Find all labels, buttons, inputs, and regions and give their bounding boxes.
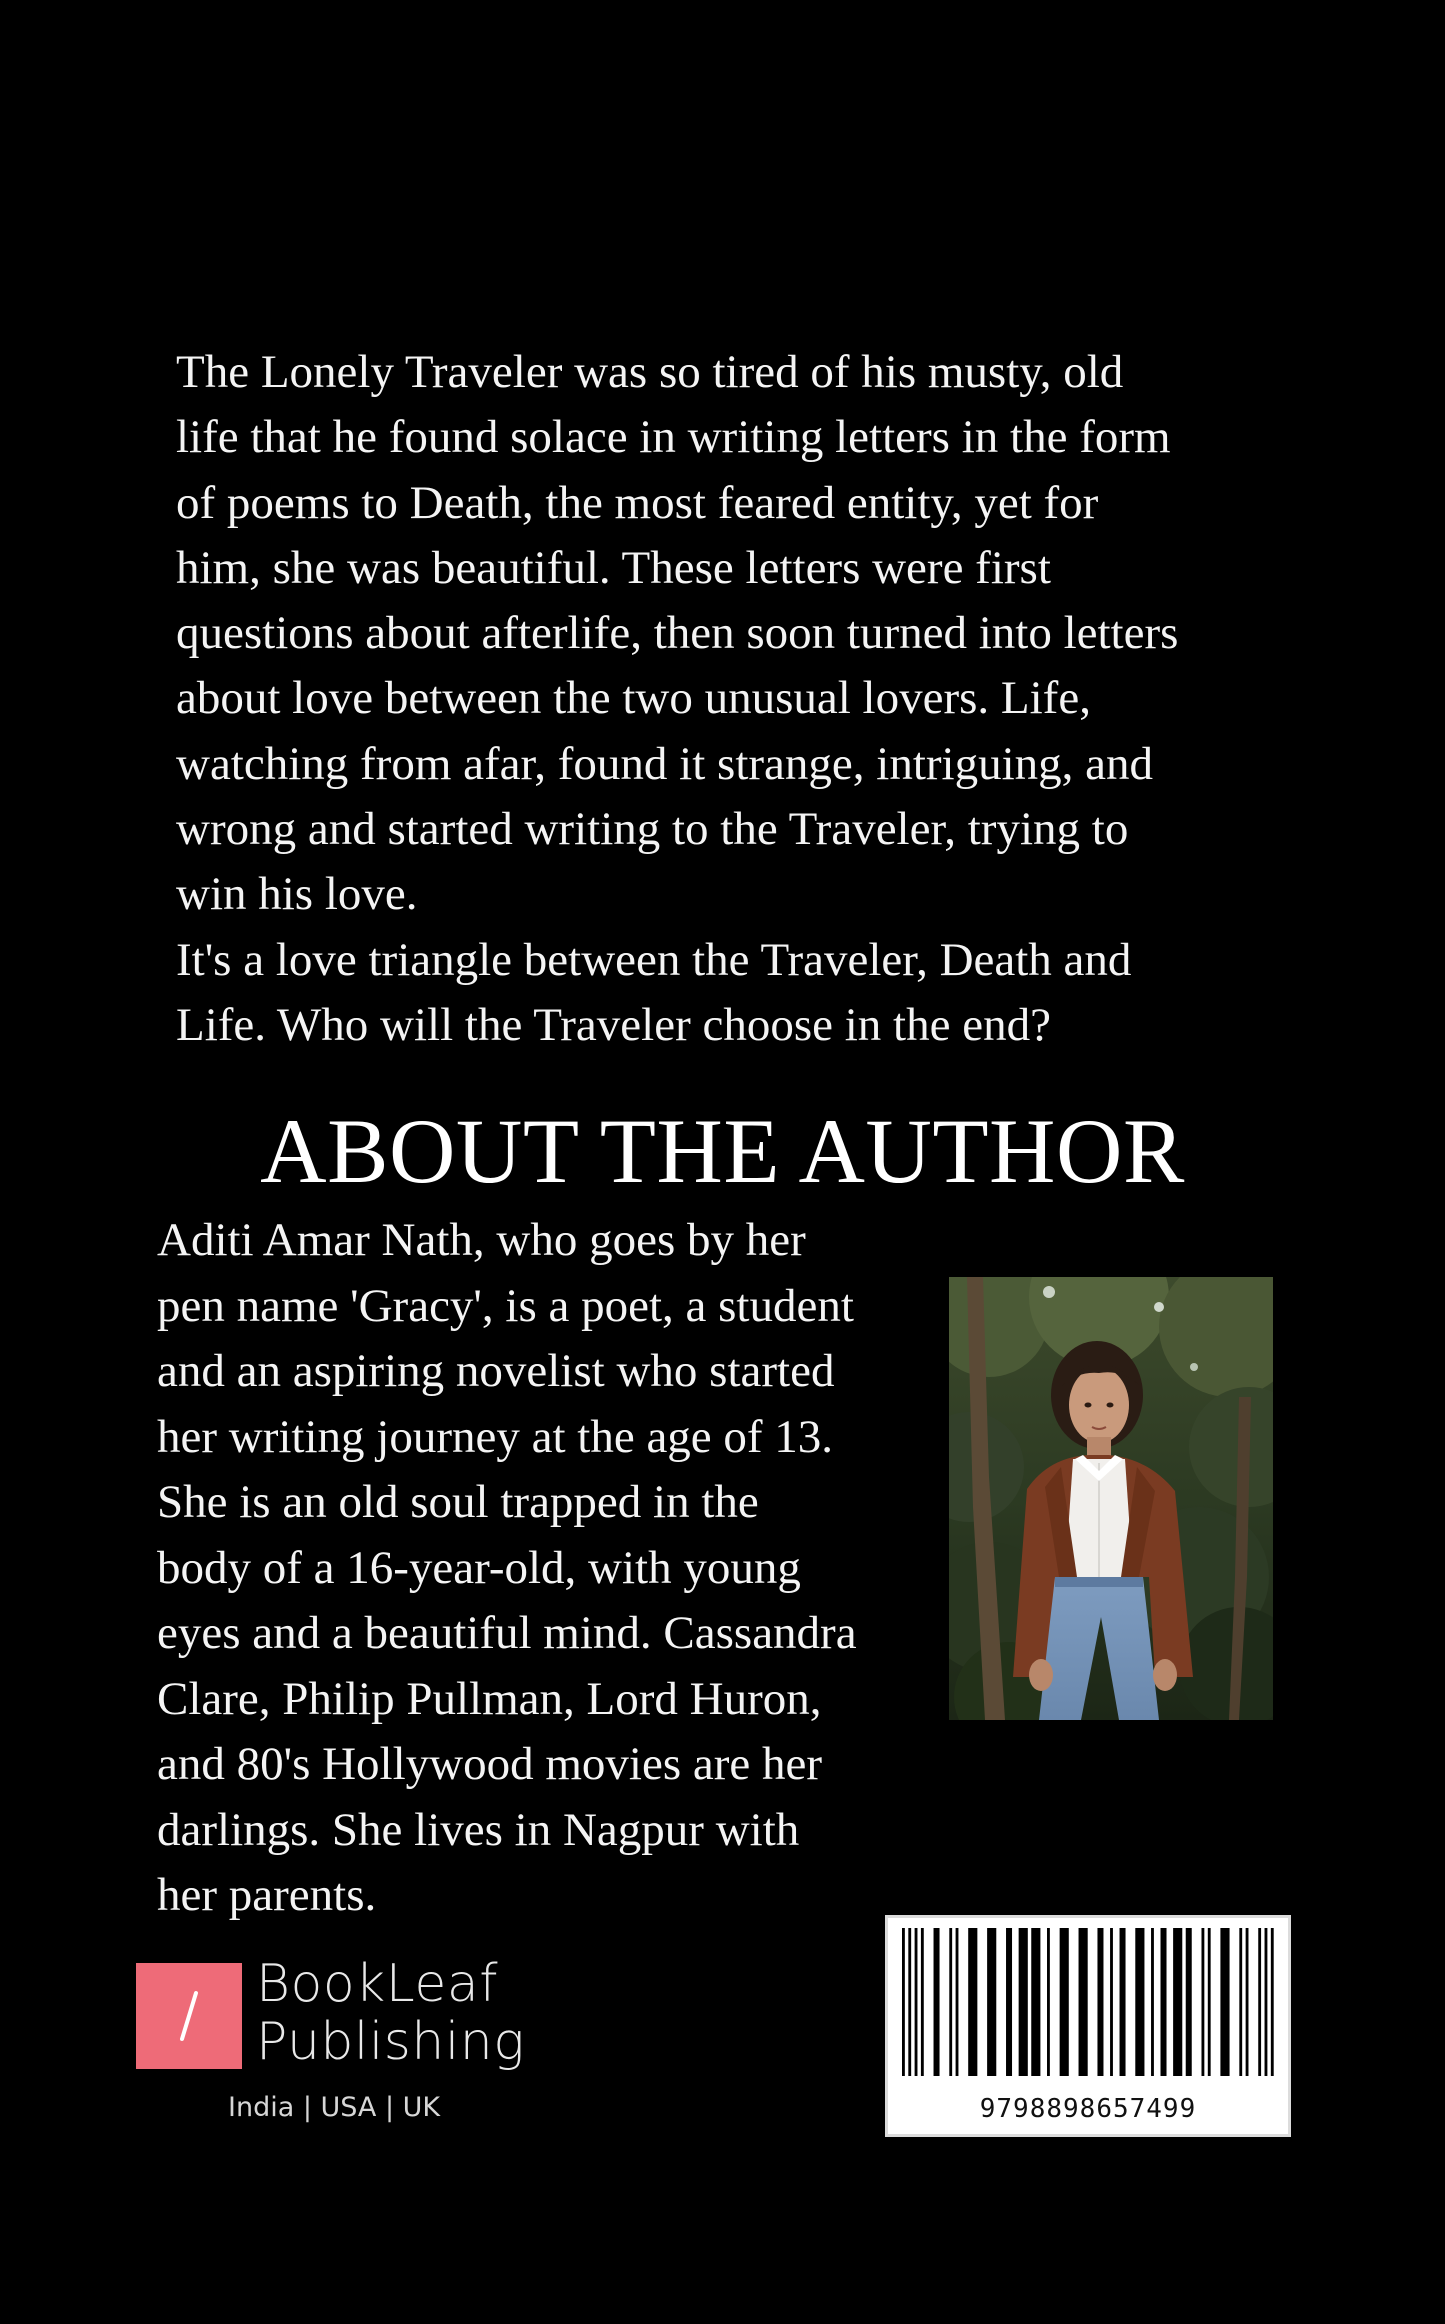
publisher-logo [136, 1954, 536, 2133]
barcode-bar [1161, 1928, 1167, 2076]
bio-line: body of a 16-year-old, with young [157, 1541, 801, 1594]
about-author-heading: ABOUT THE AUTHOR [260, 1100, 1185, 1202]
bio-line: and an aspiring novelist who started [157, 1345, 835, 1397]
blurb-line: of poems to Death, the most feared entity, yet for [176, 476, 1099, 529]
barcode-bar [987, 1928, 996, 2076]
bio-line: her writing journey at the age of 13. [157, 1410, 834, 1463]
barcode-bar [908, 1928, 911, 2076]
bio-line: and 80's Hollywood movies are her [157, 1738, 823, 1790]
author-photo [949, 1277, 1273, 1720]
bio-line: eyes and a beautiful mind. Cassandra [157, 1607, 857, 1659]
barcode-bar [934, 1928, 940, 2076]
barcode-bar [1097, 1928, 1103, 2076]
blurb-line: about love between the two unusual lovers. Life, [176, 672, 1091, 725]
blurb-line: wrong and started writing to the Traveler, trying to [176, 803, 1129, 856]
barcode-bar [1151, 1928, 1154, 2076]
barcode-bar [1201, 1928, 1204, 2076]
blurb-line: It's a love triangle between the Traveler, Death and [176, 933, 1132, 986]
barcode-bar [1135, 1928, 1144, 2076]
barcode-bar [1079, 1928, 1088, 2076]
blurb-line: win his love. [176, 868, 418, 921]
bio-line: pen name 'Gracy', is a poet, a student [157, 1279, 854, 1332]
barcode-bar [1110, 1928, 1113, 2076]
book-blurb [176, 340, 1296, 1058]
barcode-bar [1265, 1928, 1268, 2076]
blurb-line: watching from afar, found it strange, intriguing, and [176, 737, 1154, 790]
bio-line: her parents. [157, 1869, 377, 1921]
publisher-regions: India | USA | UK [228, 2092, 441, 2123]
barcode-bar [1246, 1928, 1249, 2076]
barcode-bar [1173, 1928, 1182, 2076]
isbn-barcode [885, 1915, 1291, 2137]
barcode-bar [1120, 1928, 1126, 2076]
barcode-bar [1047, 1928, 1050, 2076]
barcode-bar [1220, 1928, 1229, 2076]
author-bio [157, 1208, 917, 1929]
barcode-bar [921, 1928, 924, 2076]
publisher-name-line1: BookLeaf [256, 1954, 499, 2014]
publisher-name [256, 1955, 525, 2071]
blurb-line: questions about afterlife, then soon turned into letters [176, 607, 1179, 660]
barcode-bar [1060, 1928, 1069, 2076]
barcode-bar [1031, 1928, 1040, 2076]
bio-line: darlings. She lives in Nagpur with [157, 1803, 800, 1856]
barcode-bar [1258, 1928, 1261, 2076]
blurb-line: Life. Who will the Traveler choose in the end? [176, 998, 1051, 1051]
barcode-bar [1208, 1928, 1211, 2076]
bio-line: Aditi Amar Nath, who goes by her [157, 1214, 806, 1266]
blurb-line: life that he found solace in writing letters in the form [176, 411, 1171, 464]
isbn-number: 9798898657499 [979, 2094, 1197, 2124]
barcode-bar [1239, 1928, 1242, 2076]
barcode-bar [949, 1928, 952, 2076]
blurb-line: The Lonely Traveler was so tired of his musty, old [176, 346, 1124, 398]
barcode-bar [1186, 1928, 1192, 2076]
bio-line: Clare, Philip Pullman, Lord Huron, [157, 1672, 822, 1725]
barcode-bar [1019, 1928, 1028, 2076]
slash-icon [136, 1963, 242, 2069]
barcode-bar [1006, 1928, 1012, 2076]
blurb-line: him, she was beautiful. These letters were first [176, 541, 1051, 594]
publisher-name-line2: Publishing [256, 2012, 525, 2072]
barcode-bar [956, 1928, 959, 2076]
barcode-bar [1271, 1928, 1274, 2076]
barcode-bar [968, 1928, 977, 2076]
barcode-bars [888, 1918, 1288, 2088]
barcode-bar [902, 1928, 905, 2076]
bio-line: She is an old soul trapped in the [157, 1476, 759, 1528]
barcode-bar [915, 1928, 918, 2076]
